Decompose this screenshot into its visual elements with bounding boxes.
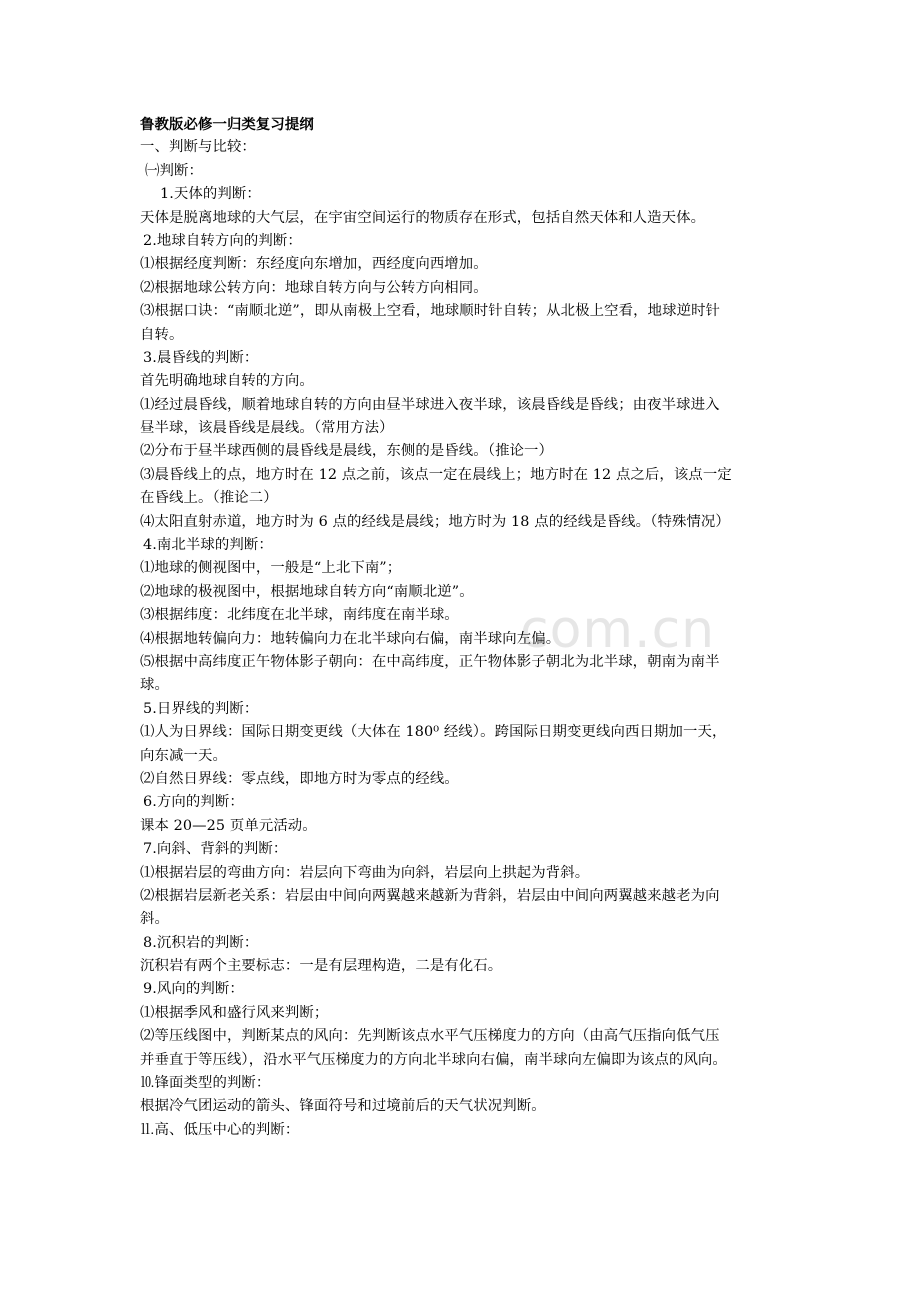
text-line: ⑷太阳直射赤道，地方时为 6 点的经线是晨线；地方时为 18 点的经线是昏线。（特殊情况） (140, 513, 730, 530)
text-line: 昼半球，该晨昏线是晨线。（常用方法） (140, 420, 394, 437)
text-line: 课本 20—25 页单元活动。 (140, 817, 317, 834)
text-line: 球。 (140, 677, 169, 694)
watermark: com.cn (520, 600, 716, 660)
text-line: ⑴根据季风和盛行风来判断； (140, 1004, 329, 1021)
text-line: 天体是脱离地球的大气层，在宇宙空间运行的物质存在形式，包括自然天体和人造天体。 (140, 209, 706, 226)
text-line: 9.风向的判断： (143, 981, 244, 998)
text-line: ⒒高、低压中心的判断： (140, 1121, 300, 1138)
text-line: 6.方向的判断： (143, 794, 244, 811)
text-line: ⑶根据纬度：北纬度在北半球，南纬度在南半球。 (140, 607, 459, 624)
text-line: ⑴根据岩层的弯曲方向：岩层向下弯曲为向斜，岩层向上拱起为背斜。 (140, 864, 590, 881)
text-line: 首先明确地球自转的方向。 (140, 373, 314, 390)
text-line: 并垂直于等压线），沿水平气压梯度力的方向北半球向右偏，南半球向左偏即为该点的风向。 (140, 1051, 727, 1068)
text-line: 8.沉积岩的判断： (143, 934, 259, 951)
text-line: 自转。 (140, 326, 184, 343)
text-line: ⑴经过晨昏线，顺着地球自转的方向由昼半球进入夜半球，该晨昏线是昏线；由夜半球进入 (140, 396, 720, 413)
text-line: ⑶晨昏线上的点，地方时在 12 点之前，该点一定在晨线上；地方时在 12 点之后，该点一定 (140, 466, 732, 483)
text-line: ⑵等压线图中，判断某点的风向：先判断该点水平气压梯度力的方向（由高气压指向低气压 (140, 1028, 720, 1045)
text-line: ⑴根据经度判断：东经度向东增加，西经度向西增加。 (140, 256, 488, 273)
text-line: 2.地球自转方向的判断： (143, 232, 302, 249)
text-line: 3.晨昏线的判断： (143, 349, 259, 366)
text-line: ⑵自然日界线：零点线，即地方时为零点的经线。 (140, 770, 459, 787)
text-line: 7.向斜、背斜的判断： (143, 841, 288, 858)
text-line: 沉积岩有两个主要标志：一是有层理构造，二是有化石。 (140, 958, 503, 975)
text-line: ⑷根据地转偏向力：地转偏向力在北半球向右偏，南半球向左偏。 (140, 630, 561, 647)
text-line: 在昏线上。（推论二） (140, 490, 278, 507)
text-line: 根据冷气团运动的箭头、锋面符号和过境前后的天气状况判断。 (140, 1098, 546, 1115)
text-line: ⑴人为日界线：国际日期变更线（大体在 180⁰ 经线）。跨国际日期变更线向西日期加一天， (140, 724, 727, 741)
text-line: ⒑锋面类型的判断： (140, 1075, 271, 1092)
text-line: ⑸根据中高纬度正午物体影子朝向：在中高纬度，正午物体影子朝北为北半球，朝南为南半 (140, 653, 720, 670)
text-line: 1.天体的判断： (160, 186, 261, 203)
text-line: 4.南北半球的判断： (143, 537, 273, 554)
text-line: 5.日界线的判断： (143, 700, 259, 717)
text-line: ⑵分布于昼半球西侧的晨昏线是晨线，东侧的是昏线。（推论一） (140, 443, 554, 460)
text-line: ⑵根据地球公转方向：地球自转方向与公转方向相同。 (140, 279, 488, 296)
document-title: 鲁教版必修一归类复习提纲 (140, 116, 314, 133)
text-line: ⑵根据岩层新老关系：岩层由中间向两翼越来越新为背斜，岩层由中间向两翼越来越老为向 (140, 887, 720, 904)
document-body (140, 113, 790, 1142)
text-line: 向东减一天。 (140, 747, 227, 764)
text-line: ⑶根据口诀：“南顺北逆”，即从南极上空看，地球顺时针自转；从北极上空看，地球逆时针 (140, 303, 721, 320)
text-line: ⑴地球的侧视图中，一般是“上北下南”； (140, 560, 402, 577)
text-line: ㈠判断： (145, 162, 203, 179)
text-line: 斜。 (140, 911, 169, 928)
text-line: 一、判断与比较： (140, 139, 256, 156)
text-line: ⑵地球的极视图中，根据地球自转方向“南顺北逆”。 (140, 583, 474, 600)
